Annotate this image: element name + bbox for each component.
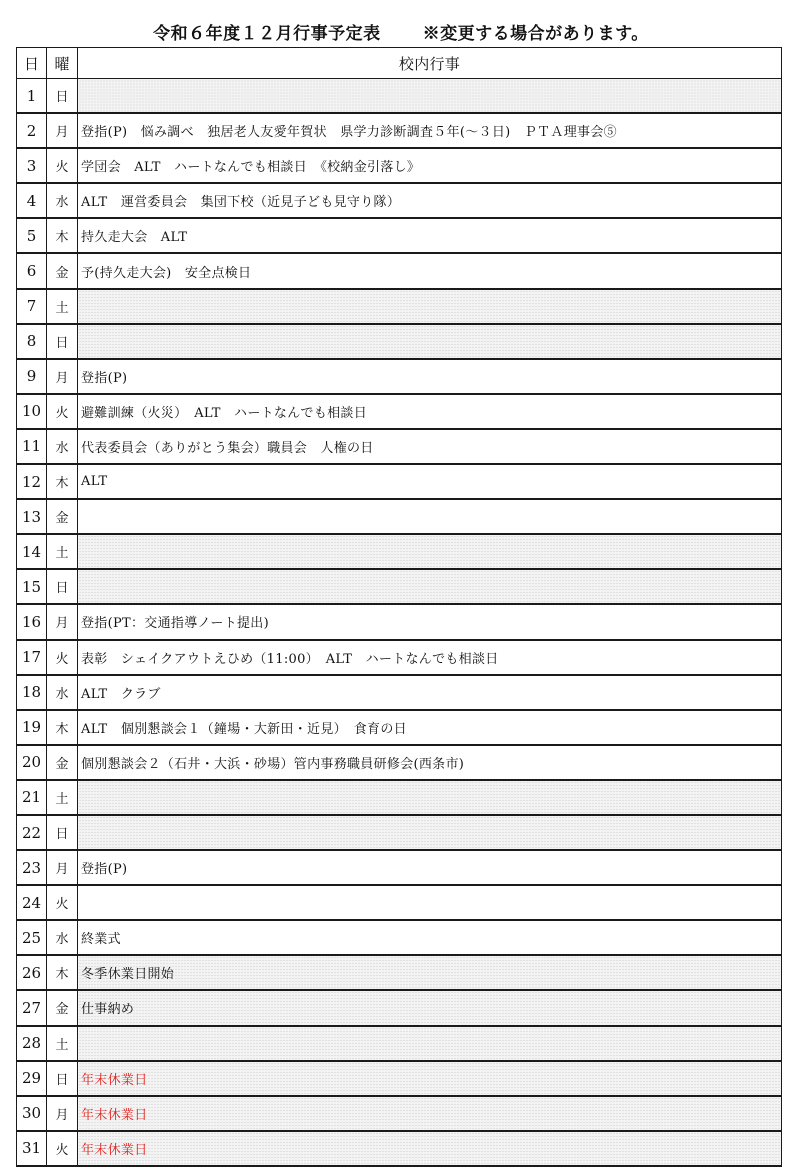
- day-number: 2: [17, 113, 47, 148]
- weekday-cell: 土: [47, 780, 78, 815]
- event-cell: 登指(PT：交通指導ノート提出): [78, 604, 782, 639]
- weekday-cell: 月: [47, 604, 78, 639]
- event-cell: ALT 運営委員会 集団下校（近見子ども見守り隊）: [78, 183, 782, 218]
- day-number: 28: [17, 1026, 47, 1061]
- weekday-cell: 水: [47, 183, 78, 218]
- day-number: 11: [17, 429, 47, 464]
- day-number: 7: [17, 289, 47, 324]
- weekday-cell: 日: [47, 815, 78, 850]
- table-row: [17, 113, 782, 148]
- weekday-cell: 月: [47, 113, 78, 148]
- weekday-cell: 金: [47, 499, 78, 534]
- table-row: [17, 745, 782, 780]
- weekday-cell: 水: [47, 675, 78, 710]
- event-cell: ALT クラブ: [78, 675, 782, 710]
- day-number: 3: [17, 148, 47, 183]
- event-cell: 仕事納め: [78, 990, 782, 1025]
- event-cell: 年末休業日: [78, 1131, 782, 1166]
- event-cell: [78, 289, 782, 324]
- day-number: 29: [17, 1061, 47, 1096]
- weekday-cell: 水: [47, 429, 78, 464]
- weekday-cell: 火: [47, 148, 78, 183]
- event-cell: [78, 885, 782, 920]
- table-row: [17, 464, 782, 499]
- day-number: 20: [17, 745, 47, 780]
- day-number: 1: [17, 79, 47, 114]
- table-row: [17, 253, 782, 288]
- event-cell: [78, 1026, 782, 1061]
- table-row: [17, 990, 782, 1025]
- header-events: 校内行事: [78, 48, 782, 79]
- table-row: [17, 289, 782, 324]
- event-cell: ALT: [78, 464, 782, 499]
- event-cell: 表彰 シェイクアウトえひめ（11:00） ALT ハートなんでも相談日: [78, 640, 782, 675]
- event-cell: 代表委員会（ありがとう集会）職員会 人権の日: [78, 429, 782, 464]
- event-cell: 登指(P) 悩み調べ 独居老人友愛年賀状 県学力診断調査５年(～３日) ＰＴＡ理事会⑤: [78, 113, 782, 148]
- weekday-cell: 金: [47, 745, 78, 780]
- event-cell: [78, 815, 782, 850]
- table-row: [17, 499, 782, 534]
- page-title: 令和６年度１２月行事予定表: [153, 23, 381, 44]
- weekday-cell: 木: [47, 218, 78, 253]
- event-cell: 持久走大会 ALT: [78, 218, 782, 253]
- table-row: [17, 183, 782, 218]
- event-cell: 個別懇談会２（石井・大浜・砂場）管内事務職員研修会(西条市): [78, 745, 782, 780]
- day-number: 6: [17, 253, 47, 288]
- table-row: [17, 1026, 782, 1061]
- weekday-cell: 水: [47, 920, 78, 955]
- weekday-cell: 月: [47, 850, 78, 885]
- weekday-cell: 日: [47, 324, 78, 359]
- day-number: 10: [17, 394, 47, 429]
- weekday-cell: 木: [47, 710, 78, 745]
- weekday-cell: 日: [47, 569, 78, 604]
- page-header: [0, 16, 802, 46]
- day-number: 15: [17, 569, 47, 604]
- weekday-cell: 火: [47, 640, 78, 675]
- schedule-table: [16, 47, 782, 1167]
- day-number: 23: [17, 850, 47, 885]
- day-number: 16: [17, 604, 47, 639]
- table-row: [17, 710, 782, 745]
- weekday-cell: 火: [47, 394, 78, 429]
- table-row: [17, 569, 782, 604]
- table-row: [17, 640, 782, 675]
- event-cell: [78, 780, 782, 815]
- table-row: [17, 218, 782, 253]
- weekday-cell: 土: [47, 289, 78, 324]
- event-cell: 避難訓練（火災） ALT ハートなんでも相談日: [78, 394, 782, 429]
- table-row: [17, 148, 782, 183]
- table-row: [17, 850, 782, 885]
- event-cell: [78, 79, 782, 114]
- day-number: 22: [17, 815, 47, 850]
- event-cell: [78, 499, 782, 534]
- table-row: [17, 79, 782, 114]
- weekday-cell: 火: [47, 885, 78, 920]
- table-row: [17, 780, 782, 815]
- weekday-cell: 月: [47, 1096, 78, 1131]
- table-row: [17, 1061, 782, 1096]
- event-cell: 学団会 ALT ハートなんでも相談日 《校納金引落し》: [78, 148, 782, 183]
- event-cell: 登指(P): [78, 359, 782, 394]
- day-number: 18: [17, 675, 47, 710]
- weekday-cell: 木: [47, 955, 78, 990]
- table-row: [17, 815, 782, 850]
- table-row: [17, 394, 782, 429]
- weekday-cell: 日: [47, 79, 78, 114]
- weekday-cell: 土: [47, 1026, 78, 1061]
- event-cell: ALT 個別懇談会１（鐘場・大新田・近見） 食育の日: [78, 710, 782, 745]
- day-number: 24: [17, 885, 47, 920]
- schedule-body: [17, 79, 782, 1166]
- day-number: 5: [17, 218, 47, 253]
- day-number: 9: [17, 359, 47, 394]
- weekday-cell: 火: [47, 1131, 78, 1166]
- header-day: 日: [17, 48, 47, 79]
- weekday-cell: 日: [47, 1061, 78, 1096]
- day-number: 26: [17, 955, 47, 990]
- table-row: [17, 885, 782, 920]
- day-number: 19: [17, 710, 47, 745]
- table-row: [17, 675, 782, 710]
- table-row: [17, 920, 782, 955]
- weekday-cell: 金: [47, 253, 78, 288]
- day-number: 14: [17, 534, 47, 569]
- change-notice: ※変更する場合があります。: [422, 23, 649, 44]
- table-row: [17, 1096, 782, 1131]
- weekday-cell: 土: [47, 534, 78, 569]
- table-row: [17, 1131, 782, 1166]
- table-row: [17, 429, 782, 464]
- event-cell: [78, 324, 782, 359]
- event-cell: [78, 534, 782, 569]
- day-number: 25: [17, 920, 47, 955]
- day-number: 27: [17, 990, 47, 1025]
- event-cell: 年末休業日: [78, 1096, 782, 1131]
- header-row: [17, 48, 782, 79]
- table-row: [17, 604, 782, 639]
- event-cell: 年末休業日: [78, 1061, 782, 1096]
- day-number: 12: [17, 464, 47, 499]
- event-cell: 登指(P): [78, 850, 782, 885]
- day-number: 8: [17, 324, 47, 359]
- day-number: 17: [17, 640, 47, 675]
- day-number: 4: [17, 183, 47, 218]
- table-row: [17, 359, 782, 394]
- day-number: 21: [17, 780, 47, 815]
- weekday-cell: 木: [47, 464, 78, 499]
- event-cell: 予(持久走大会) 安全点検日: [78, 253, 782, 288]
- day-number: 13: [17, 499, 47, 534]
- weekday-cell: 金: [47, 990, 78, 1025]
- weekday-cell: 月: [47, 359, 78, 394]
- table-row: [17, 955, 782, 990]
- day-number: 30: [17, 1096, 47, 1131]
- table-row: [17, 324, 782, 359]
- table-row: [17, 534, 782, 569]
- event-cell: 冬季休業日開始: [78, 955, 782, 990]
- day-number: 31: [17, 1131, 47, 1166]
- header-weekday: 曜: [47, 48, 78, 79]
- event-cell: 終業式: [78, 920, 782, 955]
- event-cell: [78, 569, 782, 604]
